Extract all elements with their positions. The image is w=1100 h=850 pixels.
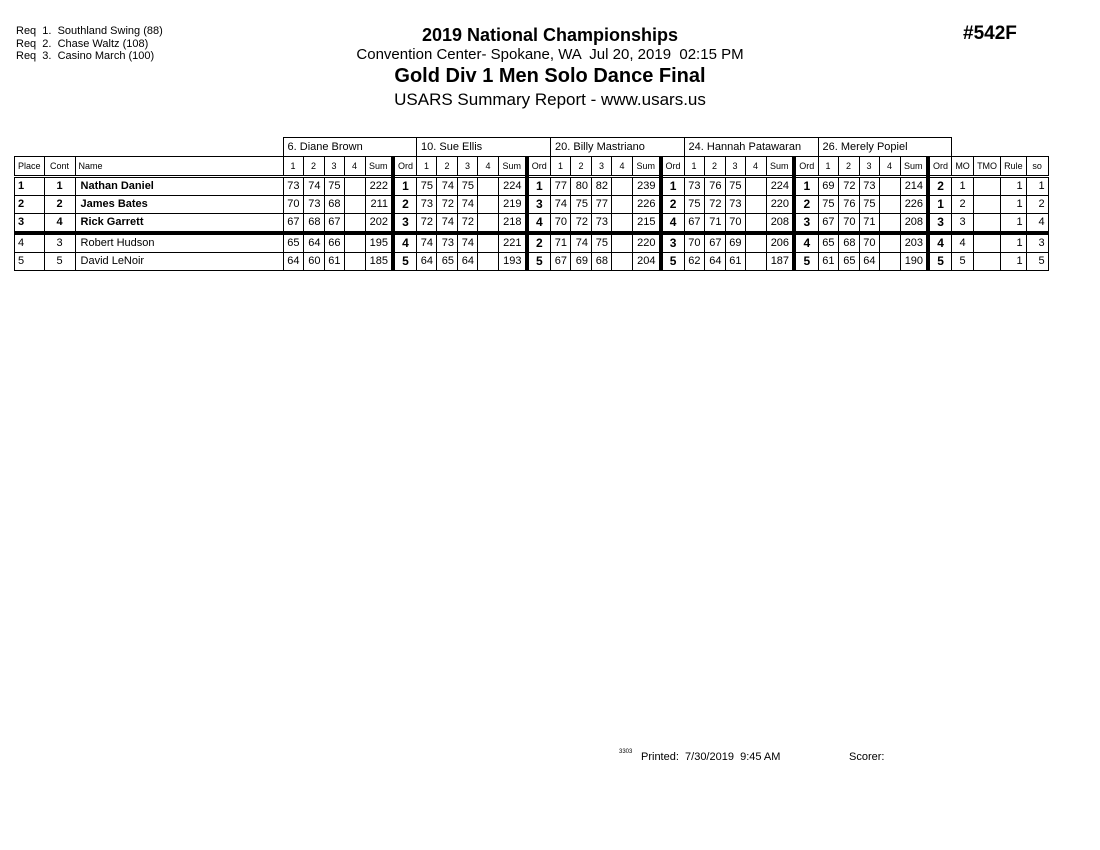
score-s1-cell: 65: [818, 233, 838, 253]
col-header-ord: Ord: [928, 157, 952, 177]
col-header-ord: Ord: [393, 157, 417, 177]
col-header-sum: Sum: [766, 157, 794, 177]
col-header-sum: Sum: [900, 157, 928, 177]
col-header-rule: Rule: [1001, 157, 1027, 177]
table-row: [15, 214, 1049, 234]
col-header-place: Place: [15, 157, 45, 177]
score-s3-cell: 75: [324, 177, 344, 196]
score-s3-cell: 64: [859, 253, 879, 271]
col-header-s4: 4: [745, 157, 766, 177]
judge-name: 24. Hannah Patawaran: [684, 138, 818, 157]
score-s1-cell: 62: [684, 253, 704, 271]
score-s4-cell: [879, 177, 900, 196]
score-s2-cell: 68: [303, 214, 324, 234]
score-s2-cell: 74: [571, 233, 592, 253]
score-ord-cell: 3: [527, 196, 551, 214]
score-s3-cell: 68: [592, 253, 612, 271]
score-s4-cell: [478, 177, 499, 196]
col-header-s1: 1: [417, 157, 437, 177]
col-header-ord: Ord: [794, 157, 818, 177]
score-ord-cell: 4: [794, 233, 818, 253]
col-header-s1: 1: [818, 157, 838, 177]
col-header-name: Name: [75, 157, 283, 177]
contestant-number-cell: 4: [44, 214, 75, 234]
score-s4-cell: [478, 196, 499, 214]
score-s3-cell: 70: [859, 233, 879, 253]
score-s3-cell: 73: [859, 177, 879, 196]
score-s1-cell: 64: [417, 253, 437, 271]
judge-name: 26. Merely Popiel: [818, 138, 952, 157]
score-s3-cell: 74: [458, 233, 478, 253]
score-ord-cell: 4: [928, 233, 952, 253]
score-s1-cell: 65: [283, 233, 303, 253]
score-s3-cell: 64: [458, 253, 478, 271]
score-sum-cell: 185: [365, 253, 393, 271]
score-s2-cell: 80: [571, 177, 592, 196]
score-s2-cell: 64: [704, 253, 725, 271]
score-ord-cell: 1: [393, 177, 417, 196]
score-s4-cell: [745, 253, 766, 271]
judge-name: 20. Billy Mastriano: [551, 138, 685, 157]
so-cell: 5: [1026, 253, 1048, 271]
score-s2-cell: 65: [838, 253, 859, 271]
tmo-cell: [974, 253, 1001, 271]
score-s2-cell: 64: [303, 233, 324, 253]
report-subtitle: USARS Summary Report - www.usars.us: [394, 90, 706, 109]
score-s2-cell: 72: [571, 214, 592, 234]
score-sum-cell: 239: [633, 177, 661, 196]
score-s1-cell: 61: [818, 253, 838, 271]
score-s2-cell: 65: [437, 253, 458, 271]
score-s1-cell: 73: [684, 177, 704, 196]
score-s1-cell: 75: [684, 196, 704, 214]
score-s2-cell: 60: [303, 253, 324, 271]
table-row: [15, 233, 1049, 253]
competition-title: 2019 National Championships: [421, 25, 679, 45]
col-header-tmo: TMO: [974, 157, 1001, 177]
score-s1-cell: 67: [283, 214, 303, 234]
score-sum-cell: 204: [633, 253, 661, 271]
score-ord-cell: 4: [661, 214, 685, 234]
report-header: [300, 24, 800, 111]
score-s2-cell: 71: [704, 214, 725, 234]
score-s4-cell: [344, 233, 365, 253]
score-s4-cell: [478, 253, 499, 271]
score-s4-cell: [612, 214, 633, 234]
tmo-cell: [974, 214, 1001, 234]
score-s1-cell: 69: [818, 177, 838, 196]
score-ord-cell: 1: [928, 196, 952, 214]
score-s3-cell: 66: [324, 233, 344, 253]
score-sum-cell: 211: [365, 196, 393, 214]
mo-cell: 5: [952, 253, 974, 271]
score-s2-cell: 75: [571, 196, 592, 214]
event-number: #542F: [963, 23, 1017, 44]
score-sum-cell: 222: [365, 177, 393, 196]
blank-cell: [952, 138, 1049, 157]
score-sum-cell: 224: [499, 177, 527, 196]
col-header-s2: 2: [303, 157, 324, 177]
score-sum-cell: 203: [900, 233, 928, 253]
judge-header-row: [15, 138, 1049, 157]
rule-cell: 1: [1001, 233, 1027, 253]
score-s3-cell: 69: [725, 233, 745, 253]
place-cell: 4: [15, 233, 45, 253]
score-s2-cell: 70: [838, 214, 859, 234]
col-header-s3: 3: [592, 157, 612, 177]
rule-cell: 1: [1001, 196, 1027, 214]
contestant-number-cell: 3: [44, 233, 75, 253]
so-cell: 3: [1026, 233, 1048, 253]
col-header-s4: 4: [879, 157, 900, 177]
place-cell: 2: [15, 196, 45, 214]
tmo-cell: [974, 196, 1001, 214]
skater-name-cell: James Bates: [75, 196, 283, 214]
score-s4-cell: [612, 177, 633, 196]
request-item: Req 3. Casino March (100): [16, 50, 155, 62]
score-s3-cell: 75: [592, 233, 612, 253]
so-cell: 2: [1026, 196, 1048, 214]
col-header-s1: 1: [283, 157, 303, 177]
score-s3-cell: 82: [592, 177, 612, 196]
score-s1-cell: 77: [551, 177, 571, 196]
col-header-sum: Sum: [633, 157, 661, 177]
score-ord-cell: 2: [393, 196, 417, 214]
so-cell: 4: [1026, 214, 1048, 234]
score-sum-cell: 190: [900, 253, 928, 271]
score-s1-cell: 72: [417, 214, 437, 234]
blank-cell: [15, 138, 284, 157]
contestant-number-cell: 5: [44, 253, 75, 271]
score-s1-cell: 64: [283, 253, 303, 271]
judge-name: 10. Sue Ellis: [417, 138, 551, 157]
score-sum-cell: 224: [766, 177, 794, 196]
score-s1-cell: 74: [417, 233, 437, 253]
rule-cell: 1: [1001, 253, 1027, 271]
tmo-cell: [974, 233, 1001, 253]
score-sum-cell: 208: [900, 214, 928, 234]
score-s1-cell: 71: [551, 233, 571, 253]
column-header-row: [15, 157, 1049, 177]
score-s3-cell: 75: [725, 177, 745, 196]
score-s4-cell: [344, 253, 365, 271]
score-s2-cell: 73: [303, 196, 324, 214]
event-title: Gold Div 1 Men Solo Dance Final: [394, 65, 706, 87]
col-header-sum: Sum: [365, 157, 393, 177]
score-s1-cell: 74: [551, 196, 571, 214]
tmo-cell: [974, 177, 1001, 196]
col-header-s3: 3: [324, 157, 344, 177]
col-header-s4: 4: [478, 157, 499, 177]
skater-name-cell: David LeNoir: [75, 253, 283, 271]
score-s4-cell: [745, 196, 766, 214]
score-ord-cell: 5: [794, 253, 818, 271]
score-s4-cell: [612, 196, 633, 214]
score-s3-cell: 61: [324, 253, 344, 271]
score-s1-cell: 73: [283, 177, 303, 196]
score-s4-cell: [745, 177, 766, 196]
score-s4-cell: [344, 177, 365, 196]
col-header-s2: 2: [571, 157, 592, 177]
score-ord-cell: 1: [527, 177, 551, 196]
score-s3-cell: 71: [859, 214, 879, 234]
place-cell: 1: [15, 177, 45, 196]
table-row: [15, 196, 1049, 214]
score-s2-cell: 67: [704, 233, 725, 253]
score-s4-cell: [612, 233, 633, 253]
score-ord-cell: 5: [527, 253, 551, 271]
score-ord-cell: 1: [794, 177, 818, 196]
printed-timestamp: Printed: 7/30/2019 9:45 AM: [641, 751, 781, 763]
score-s4-cell: [344, 214, 365, 234]
mo-cell: 4: [952, 233, 974, 253]
col-header-sum: Sum: [499, 157, 527, 177]
score-s4-cell: [879, 233, 900, 253]
score-ord-cell: 4: [527, 214, 551, 234]
contestant-number-cell: 1: [44, 177, 75, 196]
score-s1-cell: 67: [551, 253, 571, 271]
score-sum-cell: 220: [633, 233, 661, 253]
score-s2-cell: 74: [437, 214, 458, 234]
col-header-s4: 4: [344, 157, 365, 177]
score-sum-cell: 221: [499, 233, 527, 253]
score-s2-cell: 76: [704, 177, 725, 196]
score-sum-cell: 226: [900, 196, 928, 214]
score-s1-cell: 67: [684, 214, 704, 234]
score-ord-cell: 2: [661, 196, 685, 214]
score-ord-cell: 4: [393, 233, 417, 253]
score-sum-cell: 193: [499, 253, 527, 271]
score-sum-cell: 206: [766, 233, 794, 253]
score-ord-cell: 2: [527, 233, 551, 253]
score-s1-cell: 67: [818, 214, 838, 234]
score-sum-cell: 202: [365, 214, 393, 234]
score-ord-cell: 3: [794, 214, 818, 234]
col-header-ord: Ord: [527, 157, 551, 177]
score-s4-cell: [879, 196, 900, 214]
col-header-s3: 3: [458, 157, 478, 177]
col-header-s4: 4: [612, 157, 633, 177]
mo-cell: 2: [952, 196, 974, 214]
skater-name-cell: Nathan Daniel: [75, 177, 283, 196]
score-ord-cell: 1: [661, 177, 685, 196]
score-s3-cell: 77: [592, 196, 612, 214]
score-s1-cell: 75: [417, 177, 437, 196]
mo-cell: 3: [952, 214, 974, 234]
mo-cell: 1: [952, 177, 974, 196]
results-table: [14, 137, 1049, 271]
score-s3-cell: 75: [458, 177, 478, 196]
score-s2-cell: 72: [437, 196, 458, 214]
score-s3-cell: 74: [458, 196, 478, 214]
score-s3-cell: 73: [592, 214, 612, 234]
score-s4-cell: [478, 233, 499, 253]
score-s2-cell: 74: [437, 177, 458, 196]
score-sum-cell: 220: [766, 196, 794, 214]
col-header-cont: Cont: [44, 157, 75, 177]
score-s2-cell: 73: [437, 233, 458, 253]
col-header-s2: 2: [838, 157, 859, 177]
col-header-s3: 3: [725, 157, 745, 177]
score-s4-cell: [879, 214, 900, 234]
rule-cell: 1: [1001, 214, 1027, 234]
contestant-number-cell: 2: [44, 196, 75, 214]
score-s2-cell: 76: [838, 196, 859, 214]
score-sum-cell: 215: [633, 214, 661, 234]
score-sum-cell: 187: [766, 253, 794, 271]
score-s3-cell: 68: [324, 196, 344, 214]
score-s3-cell: 70: [725, 214, 745, 234]
score-s4-cell: [344, 196, 365, 214]
col-header-so: so: [1026, 157, 1048, 177]
score-s2-cell: 74: [303, 177, 324, 196]
report-code: 3303: [619, 749, 633, 755]
score-s4-cell: [745, 233, 766, 253]
score-s2-cell: 69: [571, 253, 592, 271]
request-item: Req 2. Chase Waltz (108): [16, 37, 149, 50]
score-sum-cell: 218: [499, 214, 527, 234]
judge-name: 6. Diane Brown: [283, 138, 417, 157]
required-elements-list: [16, 25, 163, 63]
table-row: [15, 177, 1049, 196]
score-sum-cell: 208: [766, 214, 794, 234]
score-ord-cell: 5: [661, 253, 685, 271]
scorer-label: Scorer:: [849, 751, 885, 763]
request-item: Req 1. Southland Swing (88): [16, 25, 163, 37]
score-s1-cell: 70: [684, 233, 704, 253]
venue-datetime: Convention Center- Spokane, WA Jul 20, 2019 02:15 PM: [356, 46, 744, 63]
score-s4-cell: [879, 253, 900, 271]
score-sum-cell: 219: [499, 196, 527, 214]
col-header-ord: Ord: [661, 157, 685, 177]
score-s3-cell: 72: [458, 214, 478, 234]
score-sum-cell: 214: [900, 177, 928, 196]
score-ord-cell: 2: [928, 177, 952, 196]
place-cell: 3: [15, 214, 45, 234]
score-s1-cell: 70: [551, 214, 571, 234]
score-s2-cell: 72: [838, 177, 859, 196]
score-s2-cell: 68: [838, 233, 859, 253]
score-s4-cell: [745, 214, 766, 234]
col-header-s1: 1: [551, 157, 571, 177]
score-s4-cell: [612, 253, 633, 271]
table-row: [15, 253, 1049, 271]
score-ord-cell: 5: [393, 253, 417, 271]
score-sum-cell: 195: [365, 233, 393, 253]
score-s1-cell: 75: [818, 196, 838, 214]
score-s1-cell: 73: [417, 196, 437, 214]
place-cell: 5: [15, 253, 45, 271]
score-ord-cell: 3: [661, 233, 685, 253]
col-header-s1: 1: [684, 157, 704, 177]
rule-cell: 1: [1001, 177, 1027, 196]
score-s1-cell: 70: [283, 196, 303, 214]
score-s3-cell: 67: [324, 214, 344, 234]
col-header-mo: MO: [952, 157, 974, 177]
score-ord-cell: 3: [393, 214, 417, 234]
score-sum-cell: 226: [633, 196, 661, 214]
score-ord-cell: 3: [928, 214, 952, 234]
score-s4-cell: [478, 214, 499, 234]
col-header-s2: 2: [704, 157, 725, 177]
score-s3-cell: 61: [725, 253, 745, 271]
score-s2-cell: 72: [704, 196, 725, 214]
score-ord-cell: 5: [928, 253, 952, 271]
so-cell: 1: [1026, 177, 1048, 196]
score-ord-cell: 2: [794, 196, 818, 214]
skater-name-cell: Rick Garrett: [75, 214, 283, 234]
score-s3-cell: 73: [725, 196, 745, 214]
score-s3-cell: 75: [859, 196, 879, 214]
skater-name-cell: Robert Hudson: [75, 233, 283, 253]
col-header-s2: 2: [437, 157, 458, 177]
col-header-s3: 3: [859, 157, 879, 177]
